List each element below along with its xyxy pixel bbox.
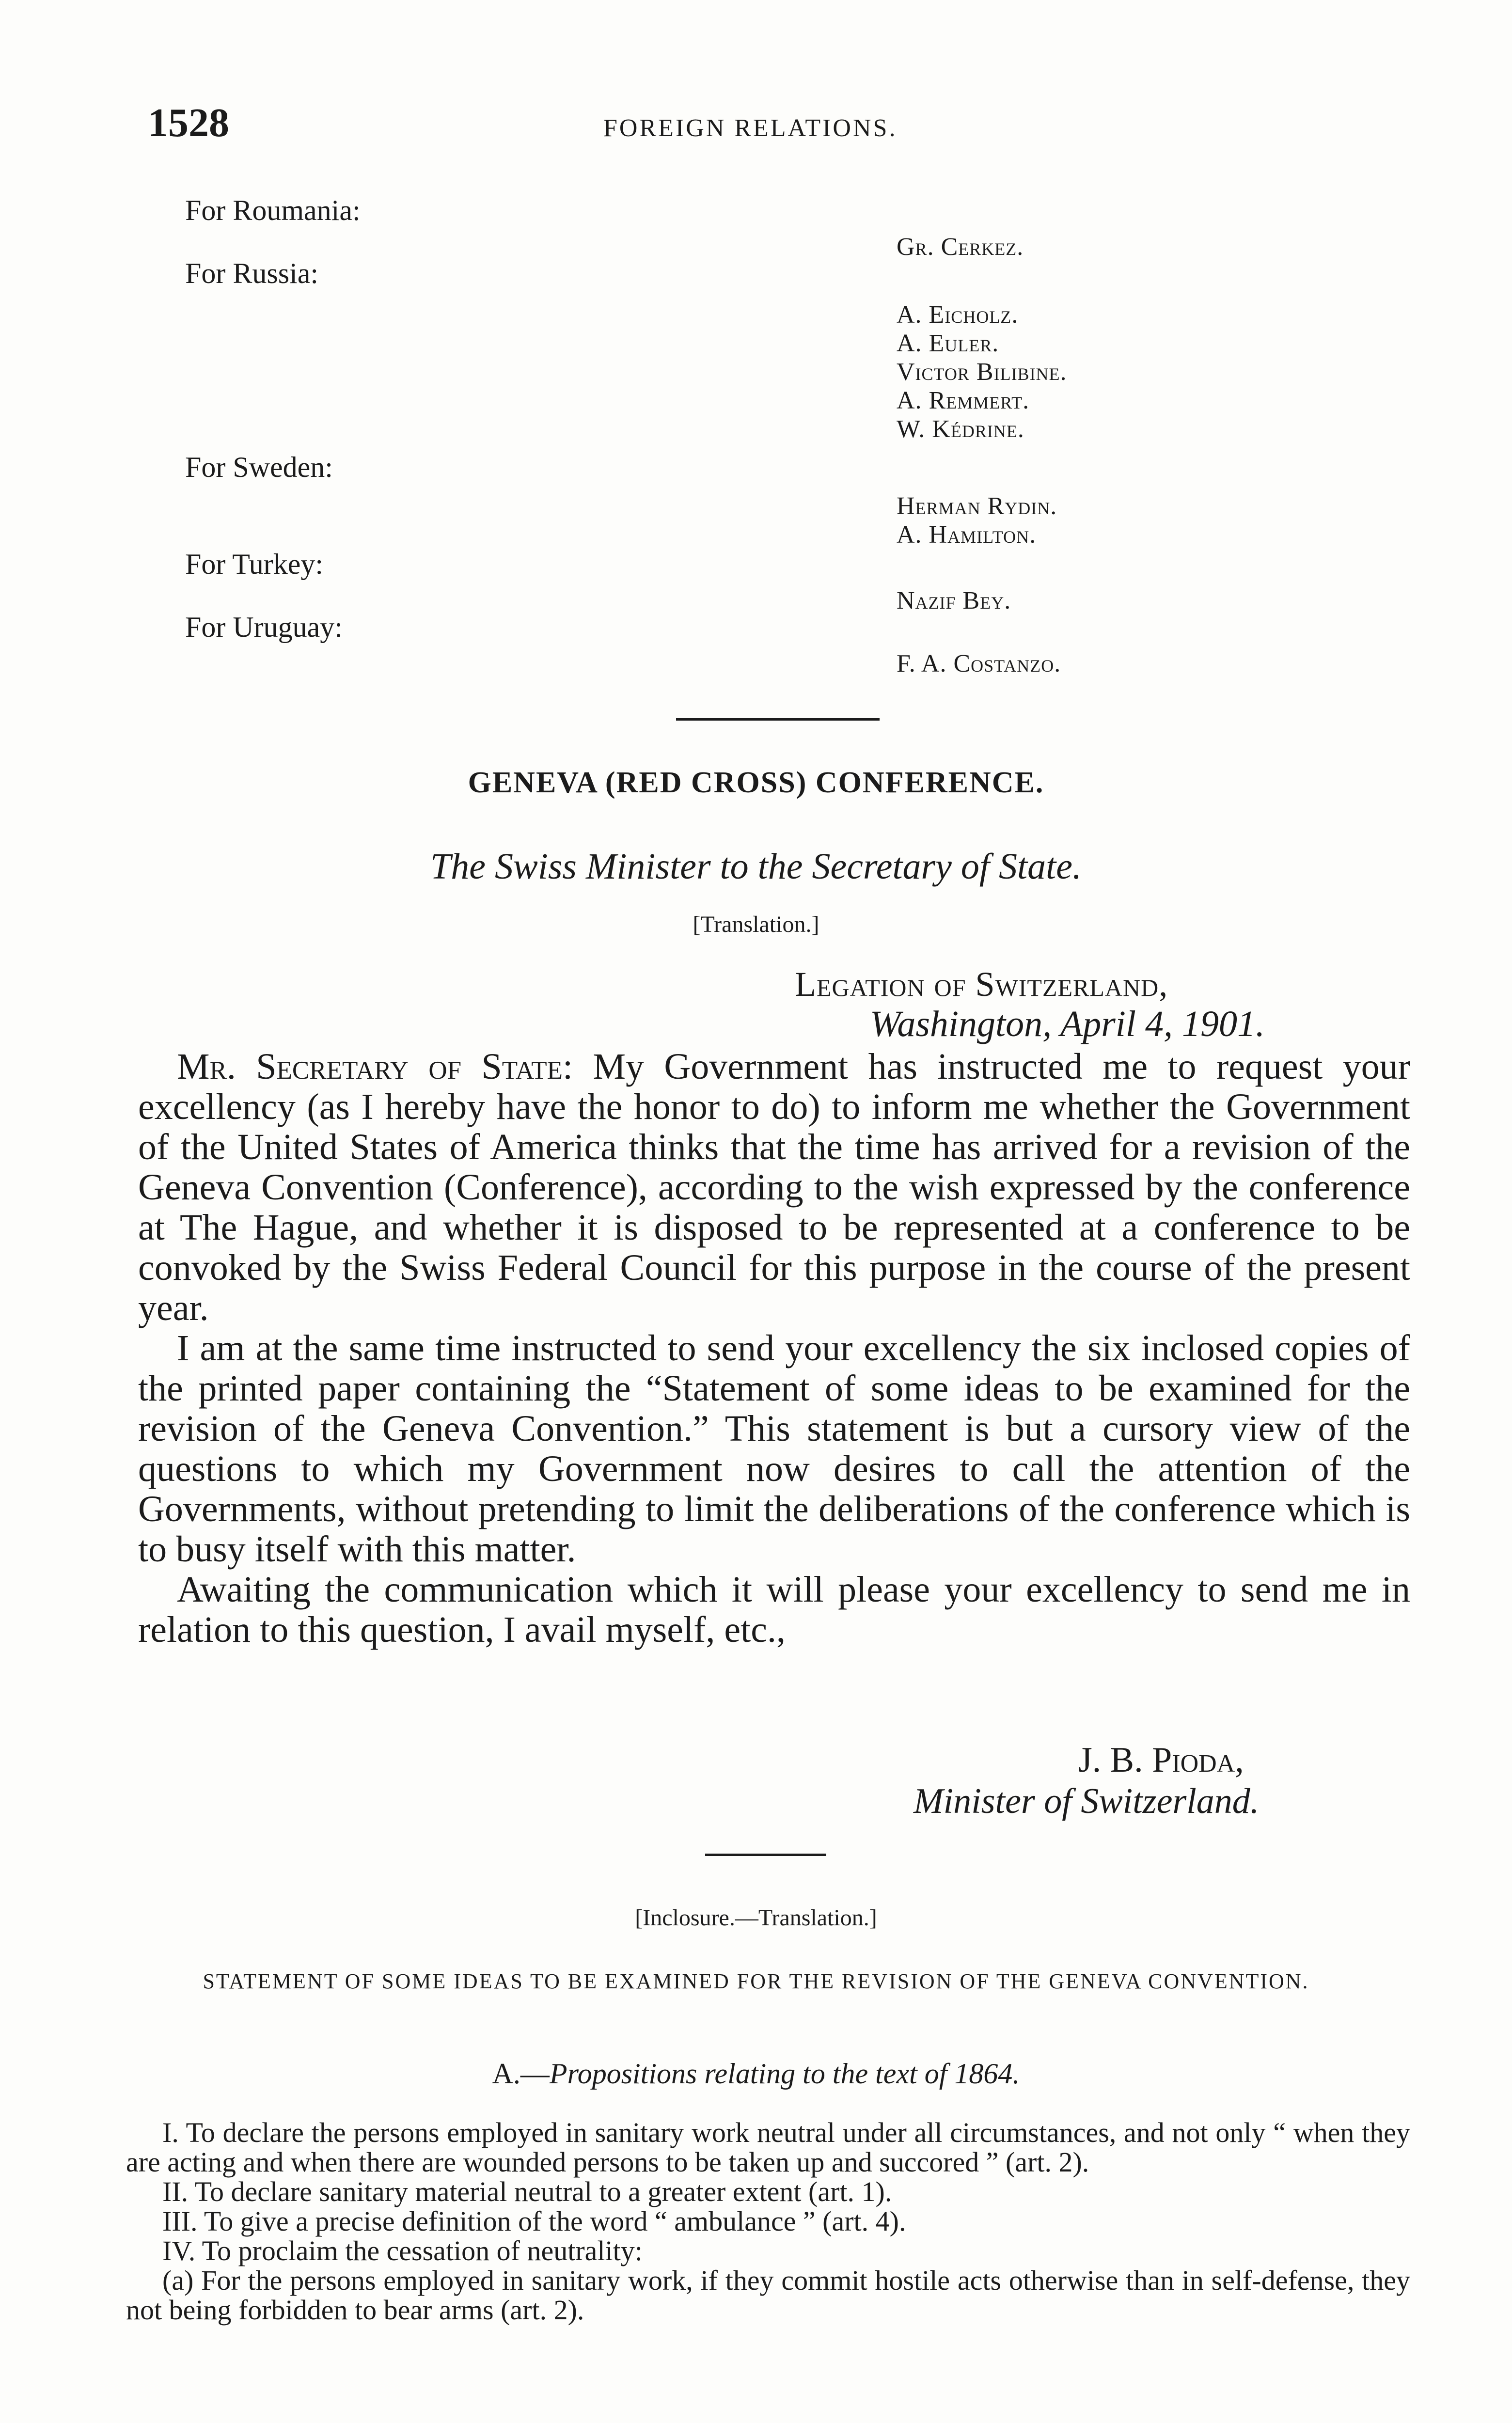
signatory-name: Herman Rydin. <box>897 492 1057 520</box>
signatory-name: Gr. Cerkez. <box>897 233 1024 261</box>
proposition-item: II. To declare sanitary material neutral to a greater extent (art. 1). <box>162 2176 892 2207</box>
letter-date: Washington, April 4, 1901. <box>870 1004 1265 1044</box>
proposition-item: III. To give a precise definition of the word “ ambulance ” (art. 4). <box>162 2205 906 2237</box>
signatory-country: For Turkey: <box>185 548 324 580</box>
inclosure-title <box>0 1967 1512 1996</box>
letter-body <box>138 1047 1410 1650</box>
letter-paragraph: Awaiting the communication which it will please your excellency to send me in relation to this question, I avail myself, etc., <box>138 1569 1410 1650</box>
inclosure-title-text: STATEMENT OF SOME IDEAS TO BE EXAMINED FOR THE REVISION OF THE GENEVA CONVENTION. <box>203 1969 1309 1993</box>
propositions-list <box>126 2118 1410 2325</box>
inclosure-note: [Inclosure.—Translation.] <box>635 1905 877 1931</box>
signatory-name: W. Kédrine. <box>897 415 1024 443</box>
signatory-name: A. Hamilton. <box>897 521 1037 549</box>
page-number: 1528 <box>148 100 229 145</box>
signatory-name: F. A. Costanzo. <box>897 650 1061 677</box>
signature-name: J. B. Pioda, <box>1078 1740 1244 1780</box>
proposition-item: IV. To proclaim the cessation of neutrality: <box>162 2235 643 2266</box>
section-title: GENEVA (RED CROSS) CONFERENCE. <box>468 766 1044 799</box>
propositions-heading <box>0 2057 1512 2091</box>
signatory-name: Nazif Bey. <box>897 587 1011 614</box>
signatory-country: For Russia: <box>185 257 319 289</box>
heading-text: Propositions relating to the text of 1864. <box>549 2058 1020 2090</box>
letter-subtitle: The Swiss Minister to the Secretary of State. <box>430 846 1082 887</box>
letter-paragraph: I am at the same time instructed to send your excellency the six inclosed copies of the printed paper containing the “Statement of some ideas to be examined for the revision of the Geneva Convention.” This statement is but a cursory view of the questions to which my Government now desires to call the attention of the Governments, without pretending to limit the deliberations of the conference which is to busy itself with this matter. <box>138 1328 1410 1570</box>
section-divider <box>676 718 880 721</box>
signatory-name: A. Euler. <box>897 330 999 357</box>
signature-title: Minister of Switzerland. <box>914 1781 1260 1821</box>
signatory-country: For Sweden: <box>185 451 333 483</box>
signatory-name: A. Remmert. <box>897 387 1030 414</box>
signatory-country: For Roumania: <box>185 194 361 226</box>
inclosure-divider <box>705 1854 826 1856</box>
running-title: FOREIGN RELATIONS. <box>603 114 898 142</box>
salutation: Mr. Secretary of State: <box>177 1046 573 1087</box>
translation-note: [Translation.] <box>693 912 819 937</box>
letter-paragraph <box>138 1047 1410 1328</box>
heading-prefix: A.— <box>492 2058 550 2090</box>
paragraph-text: My Government has instructed me to request your excellency (as I hereby have the honor to do) to inform me whether the Government of the United States of America thinks that the time has arrived for a revision of the Geneva Convention (Conference), according to the wish expressed by the conference at The Hague, and whether it is disposed to be represented at a conference to be convoked by the Swiss Federal Council for this purpose in the course of the present year. <box>138 1046 1410 1328</box>
proposition-item: I. To declare the persons employed in sanitary work neutral under all circumstances, and not only “ when they are acting and when there are wounded persons to be taken up and succored ” (art. 2). <box>126 2117 1410 2178</box>
signatory-country: For Uruguay: <box>185 611 343 643</box>
letter-place: Legation of Switzerland, <box>795 965 1168 1004</box>
signatory-name: Victor Bilibine. <box>897 358 1067 386</box>
signatory-name: A. Eicholz. <box>897 301 1019 329</box>
proposition-item: (a) For the persons employed in sanitary work, if they commit hostile acts otherwise than in self-defense, they not being forbidden to bear arms (art. 2). <box>126 2265 1410 2326</box>
